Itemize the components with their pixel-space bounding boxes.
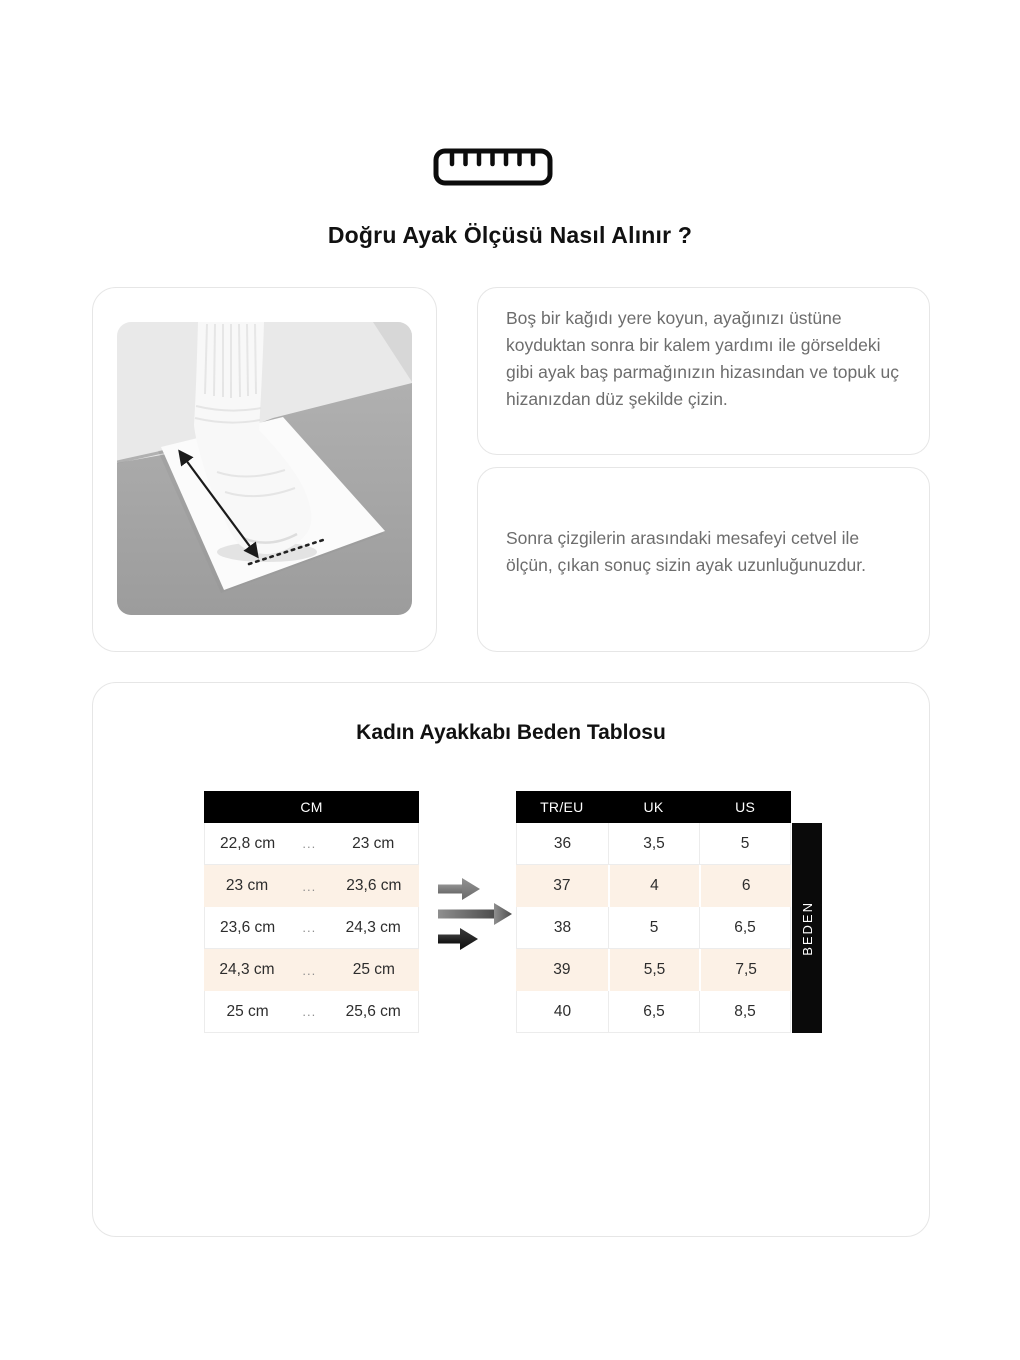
size-table-row (516, 991, 791, 1033)
cm-max: 25 cm (352, 961, 395, 978)
instruction-step-1-text: Boş bir kağıdı yere koyun, ayağınızı üstüne koyduktan sonra bir kalem yardımı ile görseldeki gibi ayak baş parmağınızın hizasından ve topuk uç hizanızdan düz şekilde çizin. (506, 308, 900, 409)
range-separator: ... (302, 836, 317, 851)
header-uk: UK (643, 799, 664, 815)
size-axis-label: BEDEN (799, 900, 815, 956)
ruler-icon (433, 148, 553, 186)
instruction-step-2-card (477, 467, 930, 652)
cm-table-row (204, 907, 419, 949)
range-separator: ... (302, 878, 317, 894)
cm-table-row (204, 991, 419, 1033)
instruction-step-1-card (477, 287, 930, 455)
foot-measure-photo (117, 322, 412, 615)
cm-max: 25,6 cm (345, 1002, 401, 1020)
range-separator: ... (302, 1004, 317, 1019)
cm-min: 23 cm (225, 877, 269, 894)
size-uk: 5,5 (608, 949, 700, 991)
cm-max: 23,6 cm (346, 877, 402, 894)
size-tr-eu: 36 (553, 834, 572, 852)
size-table-row (516, 865, 791, 907)
range-separator: ... (302, 962, 317, 978)
size-tr-eu: 39 (553, 961, 571, 978)
size-us: 5 (699, 823, 790, 864)
size-axis-label-strip (792, 823, 822, 1033)
cm-min: 24,3 cm (219, 961, 275, 978)
size-table-card (92, 682, 930, 1237)
header-tr-eu: TR/EU (540, 799, 584, 815)
size-uk: 5 (608, 907, 699, 948)
size-tr-eu: 40 (553, 1002, 572, 1020)
cm-min: 25 cm (226, 1002, 269, 1020)
size-uk: 6,5 (608, 991, 699, 1032)
size-us: 7,5 (699, 949, 791, 991)
cm-table-header: CM (204, 791, 419, 823)
measure-title: Doğru Ayak Ölçüsü Nasıl Alınır ? (327, 222, 693, 248)
size-table-title: Kadın Ayakkabı Beden Tablosu (356, 721, 666, 744)
size-table-header-row (516, 791, 791, 823)
size-us: 6,5 (699, 907, 790, 948)
conversion-arrows-icon (430, 871, 518, 957)
size-tr-eu: 38 (553, 918, 572, 936)
size-tr-eu: 37 (553, 877, 571, 894)
cm-max: 23 cm (352, 834, 395, 852)
instruction-step-2-text: Sonra çizgilerin arasındaki mesafeyi cetvel ile ölçün, çıkan sonuç sizin ayak uzunluğunuzdur. (506, 528, 866, 575)
cm-table-row (204, 949, 419, 991)
ruler-icon-svg (433, 148, 553, 186)
cm-table-row (204, 865, 419, 907)
foot-measure-photo-card (92, 287, 437, 652)
size-table-row (516, 949, 791, 991)
international-size-table (516, 791, 791, 1033)
conversion-arrows-svg (430, 871, 518, 957)
size-uk: 4 (608, 865, 700, 907)
range-separator: ... (302, 920, 317, 935)
cm-table (204, 791, 419, 1033)
cm-min: 22,8 cm (220, 834, 276, 852)
size-us: 6 (699, 865, 791, 907)
cm-max: 24,3 cm (345, 918, 401, 936)
size-table-row (516, 823, 791, 865)
cm-table-row (204, 823, 419, 865)
header-us: US (735, 799, 756, 815)
size-us: 8,5 (699, 991, 790, 1032)
foot-measure-illustration (117, 322, 412, 615)
size-uk: 3,5 (608, 823, 699, 864)
cm-min: 23,6 cm (220, 918, 276, 936)
size-table-row (516, 907, 791, 949)
